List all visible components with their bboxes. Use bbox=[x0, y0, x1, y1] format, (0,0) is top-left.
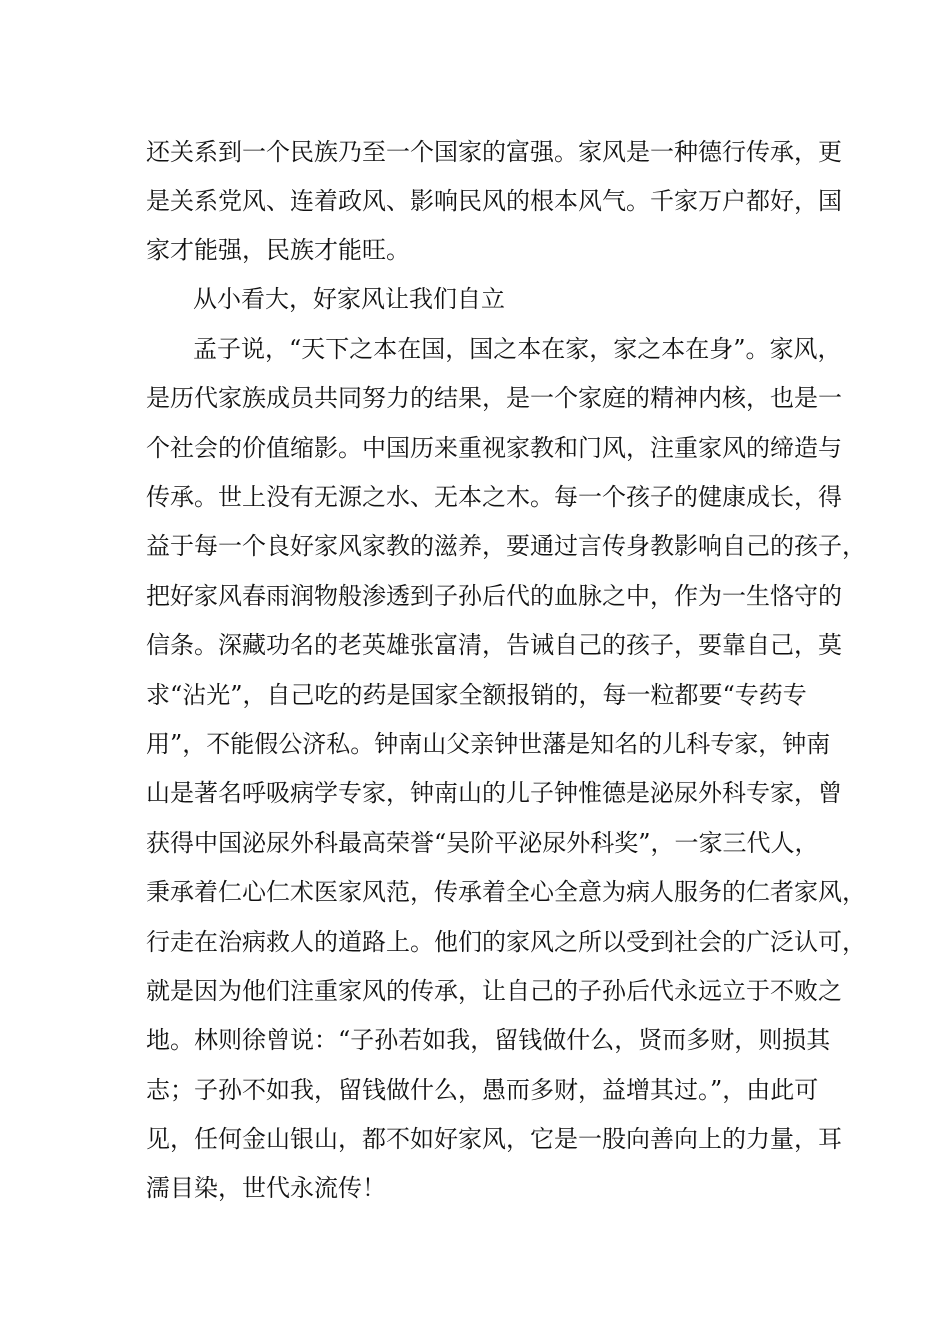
text-line: 山是著名呼吸病学专家，钟南山的儿子钟惟德是泌尿外科专家，曾 bbox=[146, 779, 842, 807]
text-line: 益于每一个良好家风家教的滋养，要通过言传身教影响自己的孩子， bbox=[146, 532, 866, 560]
text-line: 用”，不能假公济私。钟南山父亲钟世藩是知名的儿科专家，钟南 bbox=[146, 730, 831, 758]
text-line: 信条。深藏功名的老英雄张富清，告诫自己的孩子，要靠自己，莫 bbox=[146, 631, 842, 659]
text-line: 是历代家族成员共同努力的结果，是一个家庭的精神内核，也是一 bbox=[146, 384, 842, 412]
text-line: 志；子孙不如我，留钱做什么，愚而多财，益增其过。”，由此可 bbox=[146, 1076, 819, 1104]
text-line: 孟子说，“天下之本在国，国之本在家，家之本在身”。家风， bbox=[193, 335, 842, 363]
text-line: 濡目染，世代永流传！ bbox=[146, 1174, 386, 1202]
text-line: 家才能强，民族才能旺。 bbox=[146, 236, 410, 264]
text-line: 个社会的价值缩影。中国历来重视家教和门风，注重家风的缔造与 bbox=[146, 434, 842, 462]
text-line: 秉承着仁心仁术医家风范，传承着全心全意为病人服务的仁者家风， bbox=[146, 878, 866, 906]
text-line: 还关系到一个民族乃至一个国家的富强。家风是一种德行传承，更 bbox=[146, 138, 842, 166]
text-line: 地。林则徐曾说：“子孙若如我，留钱做什么，贤而多财，则损其 bbox=[146, 1026, 831, 1054]
text-line: 把好家风春雨润物般渗透到子孙后代的血脉之中，作为一生恪守的 bbox=[146, 582, 842, 610]
text-line: 是关系党风、连着政风、影响民风的根本风气。千家万户都好，国 bbox=[146, 187, 842, 215]
text-line: 获得中国泌尿外科最高荣誉“吴阶平泌尿外科奖”，一家三代人， bbox=[146, 829, 819, 857]
text-line: 行走在治病救人的道路上。他们的家风之所以受到社会的广泛认可， bbox=[146, 928, 866, 956]
text-line: 见，任何金山银山，都不如好家风，它是一股向善向上的力量，耳 bbox=[146, 1125, 842, 1153]
text-line: 求“沾光”，自己吃的药是国家全额报销的，每一粒都要“专药专 bbox=[146, 681, 807, 709]
section-heading: 从小看大，好家风让我们自立 bbox=[193, 285, 505, 313]
text-line: 就是因为他们注重家风的传承，让自己的子孙后代永远立于不败之 bbox=[146, 977, 842, 1005]
text-line: 传承。世上没有无源之水、无本之木。每一个孩子的健康成长，得 bbox=[146, 483, 842, 511]
